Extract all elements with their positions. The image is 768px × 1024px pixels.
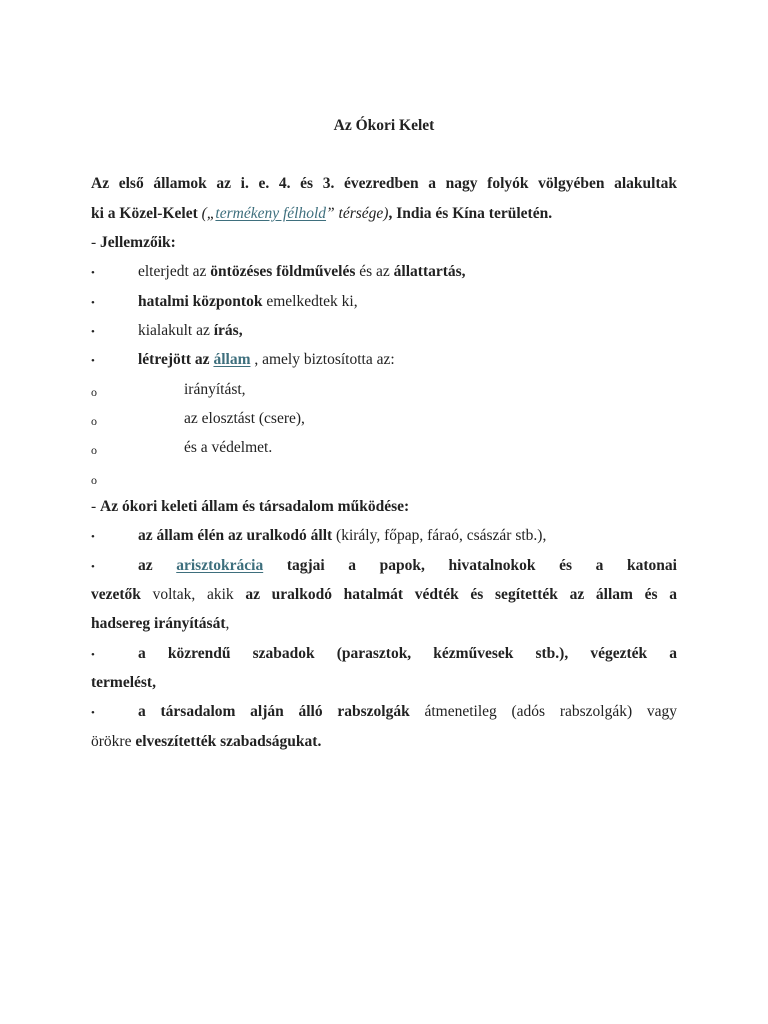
society-bold: az állam élén az uralkodó állt	[138, 527, 333, 544]
circle-bullet-icon: o	[91, 414, 97, 428]
society-text: (király, főpap, fáraó, császár stb.),	[332, 527, 547, 544]
intro-line-1: Az első államok az i. e. 4. és 3. évezredben a nagy folyók völgyében alakultak	[91, 175, 677, 192]
feature-bold: állattartás,	[393, 263, 466, 280]
intro-quote-open: („	[201, 205, 216, 222]
state-function-item: és a védelmet.	[184, 439, 273, 456]
aristocracy-link[interactable]: arisztokrácia	[176, 557, 264, 574]
feature-item-3	[138, 321, 677, 341]
society-heading	[91, 497, 677, 517]
society-text: az	[138, 557, 177, 574]
bullet-icon: •	[91, 649, 95, 661]
society-text: tagjai a papok, hivatalnokok és a katonai	[263, 557, 677, 574]
society-item-4-line-1	[138, 702, 677, 722]
feature-bold: írás,	[213, 322, 243, 339]
intro-quote-close: ” térsége)	[326, 205, 389, 222]
feature-text: emelkedtek ki,	[262, 293, 358, 310]
state-function-item: az elosztást (csere),	[184, 410, 305, 427]
society-bold: elveszítették szabadságukat.	[135, 733, 322, 750]
bullet-icon: •	[91, 561, 95, 573]
society-text: örökre	[91, 733, 136, 750]
society-text: átmenetileg (adós rabszolgák) vagy	[409, 703, 677, 720]
society-item-2-line-3	[91, 614, 677, 634]
society-item-4-line-2	[91, 732, 677, 752]
intro-text-b: , India és Kína területén.	[388, 205, 553, 222]
features-heading	[91, 233, 677, 253]
society-item-3-line-2: termelést,	[91, 674, 156, 691]
feature-item-2	[138, 292, 677, 312]
heading-dash: -	[91, 498, 101, 515]
feature-bold: öntözéses földművelés	[210, 263, 356, 280]
circle-bullet-icon: o	[91, 385, 97, 399]
feature-bold: hatalmi központok	[138, 293, 263, 310]
page-title: Az Ókori Kelet	[333, 117, 435, 134]
feature-text: , amely biztosította az:	[250, 351, 395, 368]
state-function-item: irányítást,	[184, 381, 246, 398]
bullet-icon: •	[91, 707, 95, 719]
feature-text: kialakult az	[138, 322, 214, 339]
circle-bullet-icon: o	[91, 473, 97, 487]
circle-bullet-icon: o	[91, 443, 97, 457]
feature-text: elterjedt az	[138, 263, 211, 280]
bullet-icon: •	[91, 326, 95, 338]
heading-text: Jellemzőik:	[100, 234, 176, 251]
intro-line-2	[91, 204, 677, 224]
society-text: voltak, akik	[140, 586, 246, 603]
society-item-1	[138, 526, 677, 546]
intro-text-a: ki a Közel-Kelet	[91, 205, 202, 222]
society-item-2-line-1	[138, 556, 677, 576]
society-bold: az uralkodó hatalmát védték és segítették az állam és a	[245, 586, 677, 603]
society-text: ,	[225, 615, 230, 632]
bullet-icon: •	[91, 355, 95, 367]
bullet-icon: •	[91, 531, 95, 543]
feature-item-4	[138, 350, 677, 370]
feature-item-1	[138, 262, 677, 282]
fertile-crescent-link[interactable]: termékeny félhold	[215, 205, 327, 222]
heading-text: Az ókori keleti állam és társadalom működése:	[100, 498, 410, 515]
society-item-2-line-2	[91, 585, 677, 605]
society-bold: hadsereg irányítását	[91, 615, 226, 632]
state-link[interactable]: állam	[213, 351, 251, 368]
feature-bold: létrejött az	[138, 351, 214, 368]
heading-dash: -	[91, 234, 101, 251]
bullet-icon: •	[91, 297, 95, 309]
feature-text: és az	[355, 263, 394, 280]
society-bold: vezetők	[91, 586, 141, 603]
society-bold: a társadalom alján álló rabszolgák	[138, 703, 410, 720]
society-item-3-line-1: a közrendű szabadok (parasztok, kézművesek stb.), végezték a	[138, 645, 677, 662]
bullet-icon: •	[91, 267, 95, 279]
